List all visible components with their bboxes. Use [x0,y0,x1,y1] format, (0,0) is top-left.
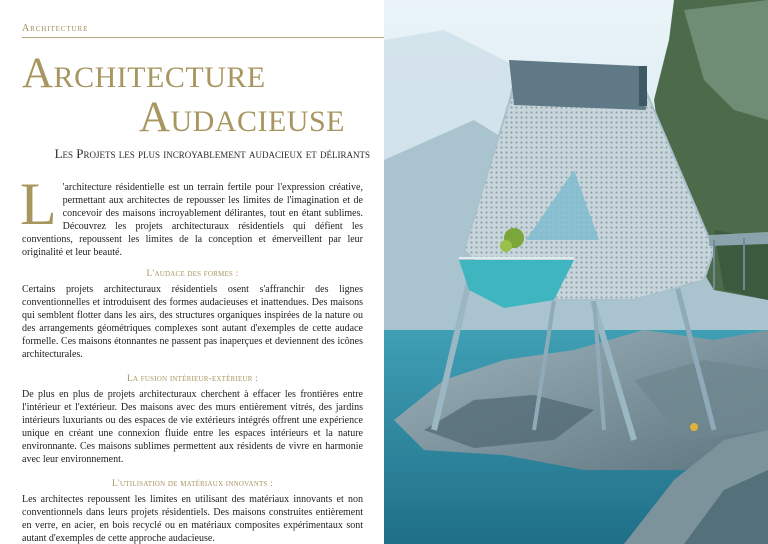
page-title-line-1: Architecture [22,50,266,97]
article-body [20,171,363,544]
section-label: Architecture [22,23,89,34]
section-heading-materials: L'utilisation de matériaux innovants : [112,479,273,489]
section-text-fusion: De plus en plus de projets architecturaux cherchent à effacer les frontières entre l'intérieur et l'extérieur. Des maisons avec des murs entièrement vitrés, des jardins intérieurs luxuriants ou des espaces de vie extérieurs intégrés offrent une expérience unique en créant une connexion fluide entre les espaces intérieurs et la nature environnante. Ces maisons sublimes permettent aux résidents de vivre en harmonie avec leur environnement. [22,389,363,465]
a-frame-house-illustration [384,0,768,544]
page-subtitle: Les Projets les plus incroyablement audacieux et délirants [54,146,370,161]
section-heading-fusion: La fusion intérieur-extérieur : [126,374,259,384]
section-heading-forms: L'audace des formes : [146,269,239,279]
section-text-materials: Les architectes repoussent les limites en utilisant des matériaux innovants et non conventionnels dans leurs projets résidentiels. Des maisons construites entièrement en verre, en acier, en bois recyclé ou en matériaux composites expérimentaux sont autant d'exemples de cette approche audacieuse. [22,494,363,544]
architecture-photo [384,0,768,544]
header-divider [22,37,384,38]
intro-paragraph [20,171,363,259]
intro-text: 'architecture résidentielle est un terrain fertile pour l'expression créative, permettant aux architectes de repousser les limites de l'imagination et de concevoir des maisons incroyablement délirantes, tout en étant sublimes. Découvrez les projets architecturaux résidentiels qui défient les conventions, repoussent les limites de la conception et émerveillent par leur originalité et leur beauté. [22,182,363,258]
page-title-line-2: Audacieuse [138,94,345,141]
section-text-forms: Certains projets architecturaux résidentiels osent s'affranchir des lignes conventionnelles et introduisent des formes audacieuses et inattendues. Des maisons qui semblent flotter dans les airs, des structures organiques inspirées de la nature ou des arrangements géométriques complexes sont autant d'exemples de cette audace formelle. Ces maisons étonnantes ne passent pas inaperçues et deviennent des icônes architecturales. [22,284,363,360]
drop-cap: L [20,171,57,237]
